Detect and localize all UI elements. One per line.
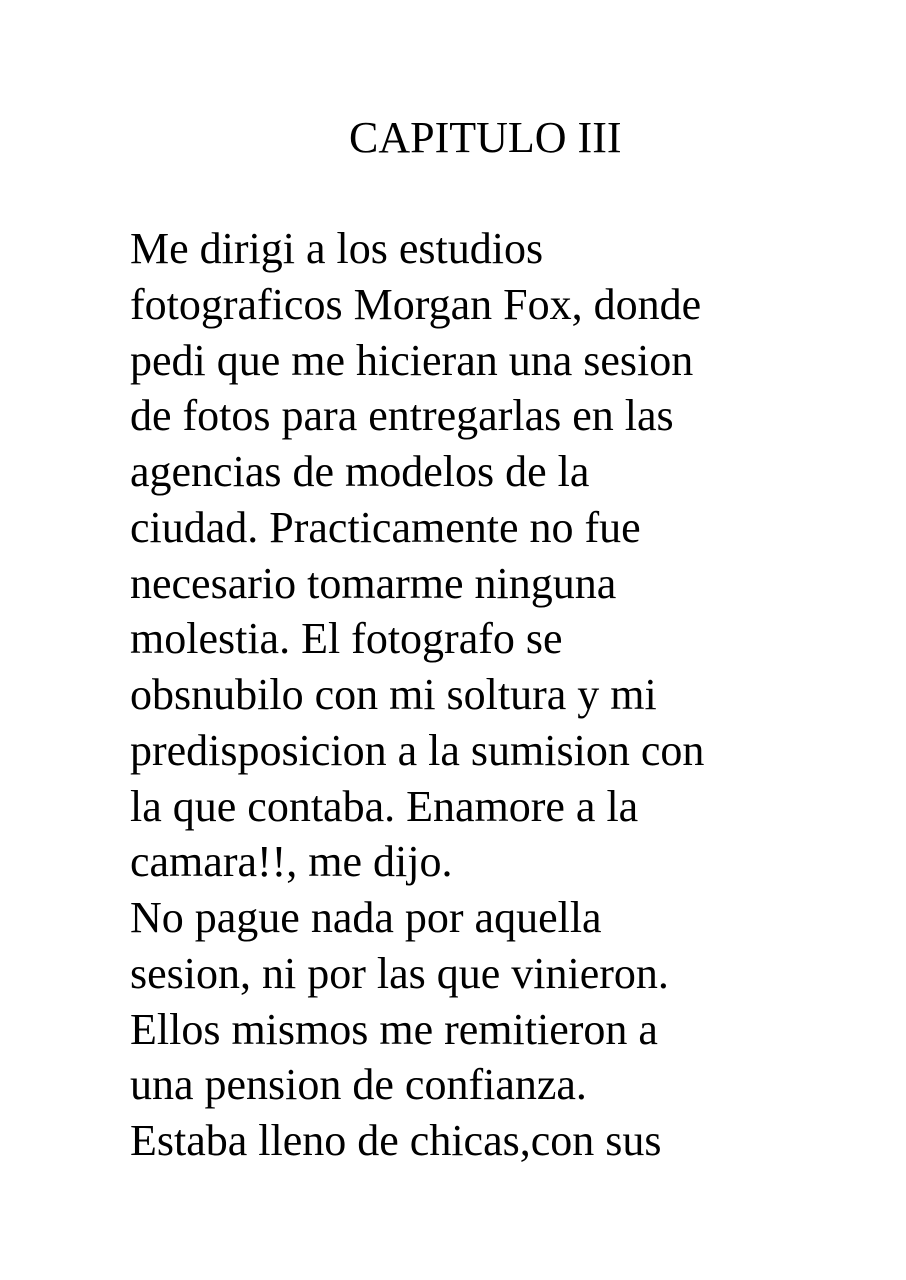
body-text	[130, 221, 830, 1169]
chapter-title: CAPITULO III	[349, 113, 622, 162]
text-line: Ellos mismos me remitieron a	[130, 1004, 658, 1054]
text-line: agencias de modelos de la	[130, 447, 590, 496]
text-line: obsnubilo con mi soltura y mi	[130, 670, 657, 719]
text-line: ciudad. Practicamente no fue	[130, 502, 641, 552]
text-line: No pague nada por aquella	[130, 893, 602, 942]
text-line: molestia. El fotografo se	[130, 614, 563, 664]
text-line: de fotos para entregarlas en las	[130, 391, 674, 441]
text-line: sesion, ni por las que vinieron.	[130, 948, 669, 998]
text-line: la que contaba. Enamore a la	[130, 781, 639, 831]
text-line: fotograficos Morgan Fox, donde	[130, 279, 702, 329]
text-line: Estaba lleno de chicas,con sus	[130, 1116, 662, 1165]
text-line: camara!!, me dijo.	[130, 837, 453, 887]
text-line: Me dirigi a los estudios	[130, 224, 544, 273]
text-line: predisposicion a la sumision con	[130, 725, 705, 775]
text-line: una pension de confianza.	[130, 1060, 587, 1110]
text-line: pedi que me hicieran una sesion	[130, 335, 694, 385]
text-line: necesario tomarme ninguna	[130, 558, 617, 608]
